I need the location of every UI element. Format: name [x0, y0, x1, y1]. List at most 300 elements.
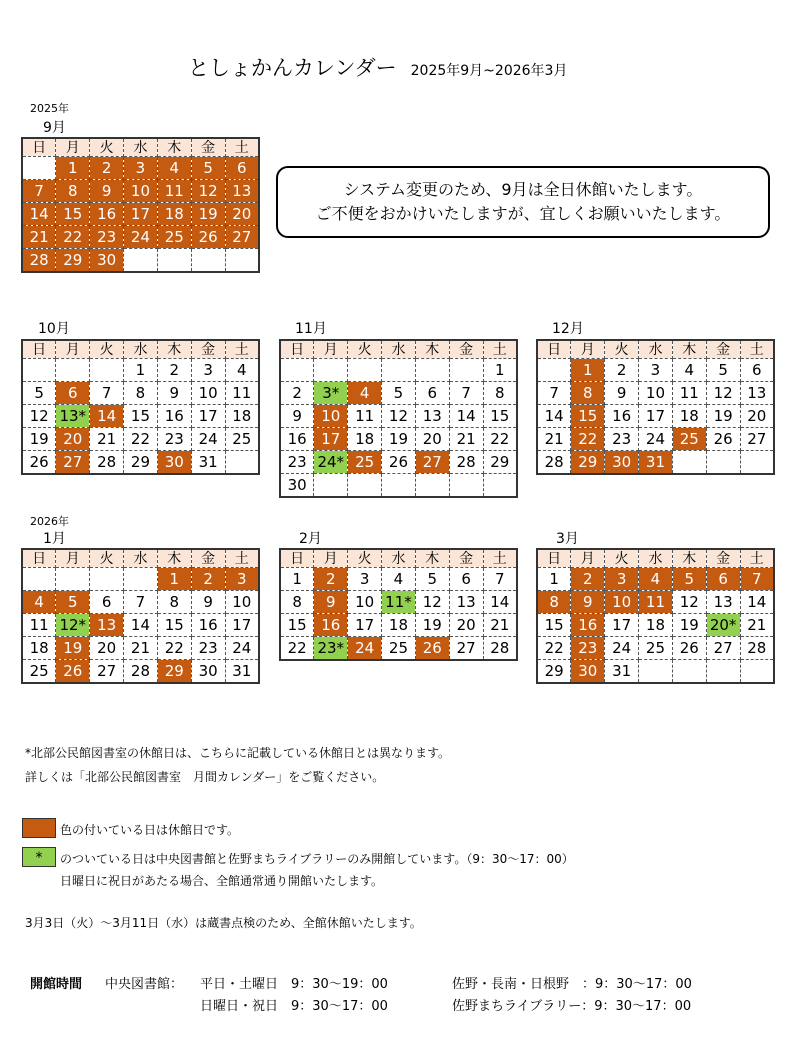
calendar-january — [21, 548, 260, 684]
week-row — [537, 405, 774, 428]
day-cell: 30 — [191, 660, 225, 684]
day-cell: 26 — [415, 637, 449, 661]
day-cell: 26 — [22, 451, 56, 475]
day-cell: 12 — [382, 405, 416, 428]
week-row — [280, 637, 517, 661]
day-cell: 16 — [280, 428, 314, 451]
day-cell: 23 — [191, 637, 225, 660]
empty-day-cell — [56, 568, 90, 591]
day-cell: 8 — [483, 382, 517, 405]
day-cell: 10 — [314, 405, 348, 428]
empty-day-cell — [382, 474, 416, 498]
empty-day-cell — [483, 474, 517, 498]
day-cell: 24* — [314, 451, 348, 474]
day-cell: 4 — [382, 568, 416, 591]
day-cell: 4 — [22, 591, 56, 614]
day-cell: 12 — [672, 591, 706, 614]
month-label-dec: 12月 — [552, 321, 584, 337]
week-row — [280, 359, 517, 382]
day-cell: 24 — [639, 428, 673, 451]
day-cell: 15 — [56, 203, 90, 226]
day-cell: 20 — [56, 428, 90, 451]
week-row — [280, 568, 517, 591]
day-cell: 29 — [537, 660, 571, 684]
day-cell: 4 — [348, 382, 382, 405]
weekday-header: 水 — [639, 549, 673, 568]
day-cell: 11* — [382, 591, 416, 614]
day-cell: 29 — [124, 451, 158, 475]
weekday-header: 水 — [382, 549, 416, 568]
weekday-header: 水 — [382, 340, 416, 359]
weekday-header: 火 — [348, 549, 382, 568]
day-cell: 31 — [605, 660, 639, 684]
day-cell: 7 — [449, 382, 483, 405]
day-cell: 26 — [672, 637, 706, 660]
empty-day-cell — [706, 660, 740, 684]
day-cell: 21 — [740, 614, 774, 637]
day-cell: 14 — [90, 405, 124, 428]
day-cell: 5 — [382, 382, 416, 405]
day-cell: 20 — [90, 637, 124, 660]
day-cell: 26 — [706, 428, 740, 451]
day-cell: 27 — [706, 637, 740, 660]
weekday-header: 火 — [90, 340, 124, 359]
week-row — [22, 568, 259, 591]
day-cell: 29 — [483, 451, 517, 474]
legend-closed-swatch — [22, 818, 56, 838]
day-cell: 10 — [639, 382, 673, 405]
weekday-header: 火 — [605, 549, 639, 568]
day-cell: 2 — [157, 359, 191, 382]
empty-day-cell — [348, 359, 382, 382]
day-cell: 30 — [157, 451, 191, 475]
day-cell: 27 — [415, 451, 449, 474]
month-label-oct: 10月 — [38, 321, 70, 337]
week-row — [280, 405, 517, 428]
month-label-sep: 9月 — [43, 120, 66, 136]
day-cell: 7 — [537, 382, 571, 405]
day-cell: 1 — [571, 359, 605, 382]
day-cell: 30 — [571, 660, 605, 684]
day-cell: 10 — [191, 382, 225, 405]
weekday-header: 水 — [124, 340, 158, 359]
day-cell: 22 — [280, 637, 314, 661]
calendar-march — [536, 548, 775, 684]
note-line-1: *北部公民館図書室の休館日は、こちらに記載している休館日とは異なります。 — [25, 746, 451, 760]
week-row — [22, 451, 259, 475]
calendar-september — [21, 137, 260, 273]
day-cell: 5 — [415, 568, 449, 591]
weekday-header: 月 — [56, 340, 90, 359]
day-cell: 7 — [90, 382, 124, 405]
weekday-header: 木 — [415, 340, 449, 359]
day-cell: 24 — [348, 637, 382, 661]
day-cell: 6 — [449, 568, 483, 591]
notice-line-1: システム変更のため、9月は全日休館いたします。 — [343, 180, 703, 199]
day-cell: 17 — [314, 428, 348, 451]
day-cell: 13* — [56, 405, 90, 428]
day-cell: 11 — [348, 405, 382, 428]
empty-day-cell — [672, 660, 706, 684]
day-cell: 2 — [90, 157, 124, 180]
weekday-header: 月 — [314, 549, 348, 568]
week-row — [22, 180, 259, 203]
weekday-header: 木 — [157, 340, 191, 359]
day-cell: 18 — [382, 614, 416, 637]
day-cell: 2 — [191, 568, 225, 591]
hours-central-holiday: 日曜日・祝日 9：30〜17：00 — [200, 999, 388, 1014]
day-cell: 25 — [157, 226, 191, 249]
weekday-header: 月 — [571, 340, 605, 359]
empty-day-cell — [22, 568, 56, 591]
weekday-header: 木 — [157, 549, 191, 568]
day-cell: 16 — [605, 405, 639, 428]
weekday-header-row — [537, 340, 774, 359]
day-cell: 5 — [672, 568, 706, 591]
day-cell: 22 — [537, 637, 571, 660]
weekday-header: 木 — [672, 340, 706, 359]
day-cell: 16 — [90, 203, 124, 226]
year-label-2026: 2026年 — [30, 515, 69, 528]
week-row — [280, 591, 517, 614]
weekday-header: 日 — [537, 549, 571, 568]
hours-branch-1: 佐野・長南・日根野 ：9：30〜17：00 — [452, 977, 692, 992]
day-cell: 9 — [605, 382, 639, 405]
week-row — [280, 474, 517, 498]
calendar-february — [279, 548, 518, 661]
day-cell: 20 — [449, 614, 483, 637]
day-cell: 24 — [124, 226, 158, 249]
day-cell: 14 — [537, 405, 571, 428]
weekday-header: 土 — [225, 138, 259, 157]
empty-day-cell — [706, 451, 740, 475]
day-cell: 8 — [280, 591, 314, 614]
legend-open-text: のついている日は中央図書館と佐野まちライブラリーのみ開館しています。（9：30〜17：00） — [60, 852, 574, 866]
closure-notice — [276, 166, 770, 238]
day-cell: 27 — [740, 428, 774, 451]
day-cell: 12 — [191, 180, 225, 203]
day-cell: 23 — [571, 637, 605, 660]
day-cell: 19 — [706, 405, 740, 428]
week-row — [537, 591, 774, 614]
day-cell: 10 — [225, 591, 259, 614]
day-cell: 27 — [90, 660, 124, 684]
day-cell: 14 — [483, 591, 517, 614]
week-row — [22, 359, 259, 382]
week-row — [22, 591, 259, 614]
day-cell: 1 — [280, 568, 314, 591]
week-row — [22, 226, 259, 249]
day-cell: 22 — [124, 428, 158, 451]
day-cell: 23 — [90, 226, 124, 249]
weekday-header-row — [537, 549, 774, 568]
day-cell: 8 — [537, 591, 571, 614]
weekday-header: 火 — [348, 340, 382, 359]
day-cell: 7 — [483, 568, 517, 591]
day-cell: 3 — [191, 359, 225, 382]
day-cell: 23 — [280, 451, 314, 474]
day-cell: 6 — [740, 359, 774, 382]
empty-day-cell — [415, 359, 449, 382]
day-cell: 20 — [740, 405, 774, 428]
day-cell: 17 — [605, 614, 639, 637]
day-cell: 8 — [124, 382, 158, 405]
week-row — [280, 428, 517, 451]
empty-day-cell — [56, 359, 90, 382]
day-cell: 7 — [740, 568, 774, 591]
week-row — [22, 203, 259, 226]
week-row — [280, 451, 517, 474]
inspection-notice: 3月3日（火）〜3月11日（水）は蔵書点検のため、全館休館いたします。 — [25, 916, 422, 930]
day-cell: 11 — [639, 591, 673, 614]
hours-label: 開館時間 — [30, 977, 83, 992]
empty-day-cell — [314, 474, 348, 498]
legend-closed-text: 色の付いている日は休館日です。 — [60, 823, 240, 837]
weekday-header-row — [22, 340, 259, 359]
day-cell: 20 — [225, 203, 259, 226]
weekday-header: 火 — [605, 340, 639, 359]
day-cell: 25 — [22, 660, 56, 684]
day-cell: 21 — [90, 428, 124, 451]
day-cell: 25 — [672, 428, 706, 451]
day-cell: 17 — [124, 203, 158, 226]
day-cell: 13 — [740, 382, 774, 405]
day-cell: 1 — [124, 359, 158, 382]
day-cell: 3 — [348, 568, 382, 591]
day-cell: 12 — [415, 591, 449, 614]
day-cell: 31 — [225, 660, 259, 684]
day-cell: 19 — [56, 637, 90, 660]
week-row — [280, 614, 517, 637]
day-cell: 25 — [348, 451, 382, 474]
weekday-header: 木 — [672, 549, 706, 568]
hours-central-label: 中央図書館： — [105, 977, 184, 992]
day-cell: 11 — [672, 382, 706, 405]
day-cell: 3 — [605, 568, 639, 591]
weekday-header: 水 — [639, 340, 673, 359]
month-label-feb: 2月 — [299, 531, 322, 547]
day-cell: 22 — [157, 637, 191, 660]
day-cell: 16 — [157, 405, 191, 428]
day-cell: 19 — [672, 614, 706, 637]
hours-central-weekday: 平日・土曜日 9：30〜19：00 — [200, 977, 388, 992]
day-cell: 2 — [280, 382, 314, 405]
weekday-header: 火 — [90, 549, 124, 568]
weekday-header: 日 — [22, 138, 56, 157]
day-cell: 27 — [56, 451, 90, 475]
day-cell: 1 — [537, 568, 571, 591]
empty-day-cell — [449, 359, 483, 382]
day-cell: 26 — [191, 226, 225, 249]
day-cell: 30 — [280, 474, 314, 498]
day-cell: 8 — [157, 591, 191, 614]
empty-day-cell — [740, 451, 774, 475]
day-cell: 14 — [449, 405, 483, 428]
day-cell: 28 — [537, 451, 571, 475]
day-cell: 2 — [571, 568, 605, 591]
day-cell: 7 — [124, 591, 158, 614]
week-row — [22, 428, 259, 451]
legend-open-text-2: 日曜日に祝日があたる場合、全館通常通り開館いたします。 — [60, 874, 384, 888]
weekday-header: 金 — [449, 340, 483, 359]
day-cell: 30 — [90, 249, 124, 273]
day-cell: 8 — [571, 382, 605, 405]
day-cell: 5 — [706, 359, 740, 382]
day-cell: 17 — [348, 614, 382, 637]
day-cell: 1 — [56, 157, 90, 180]
weekday-header: 金 — [191, 340, 225, 359]
day-cell: 6 — [225, 157, 259, 180]
day-cell: 20* — [706, 614, 740, 637]
day-cell: 25 — [382, 637, 416, 661]
empty-day-cell — [90, 568, 124, 591]
week-row — [537, 637, 774, 660]
day-cell: 3 — [124, 157, 158, 180]
weekday-header-row — [280, 549, 517, 568]
week-row — [22, 660, 259, 684]
day-cell: 23 — [605, 428, 639, 451]
empty-day-cell — [537, 359, 571, 382]
day-cell: 9 — [157, 382, 191, 405]
day-cell: 28 — [740, 637, 774, 660]
day-cell: 14 — [22, 203, 56, 226]
day-cell: 9 — [280, 405, 314, 428]
weekday-header: 日 — [280, 340, 314, 359]
day-cell: 14 — [740, 591, 774, 614]
day-cell: 11 — [225, 382, 259, 405]
day-cell: 6 — [90, 591, 124, 614]
weekday-header-row — [22, 549, 259, 568]
day-cell: 5 — [56, 591, 90, 614]
weekday-header: 金 — [449, 549, 483, 568]
week-row — [537, 428, 774, 451]
weekday-header: 土 — [225, 549, 259, 568]
day-cell: 27 — [225, 226, 259, 249]
day-cell: 17 — [191, 405, 225, 428]
day-cell: 31 — [191, 451, 225, 475]
weekday-header: 金 — [706, 340, 740, 359]
day-cell: 18 — [22, 637, 56, 660]
day-cell: 4 — [639, 568, 673, 591]
month-label-nov: 11月 — [295, 321, 327, 337]
day-cell: 22 — [483, 428, 517, 451]
calendar-november — [279, 339, 518, 498]
weekday-header: 日 — [22, 549, 56, 568]
day-cell: 2 — [314, 568, 348, 591]
empty-day-cell — [22, 157, 56, 180]
week-row — [22, 614, 259, 637]
week-row — [22, 405, 259, 428]
weekday-header: 土 — [483, 340, 517, 359]
week-row — [22, 382, 259, 405]
notice-line-2: ご不便をおかけいたしますが、宜しくお願いいたします。 — [315, 204, 731, 223]
weekday-header: 火 — [90, 138, 124, 157]
day-cell: 15 — [124, 405, 158, 428]
empty-day-cell — [191, 249, 225, 273]
day-cell: 13 — [225, 180, 259, 203]
day-cell: 20 — [415, 428, 449, 451]
day-cell: 18 — [672, 405, 706, 428]
day-cell: 10 — [605, 591, 639, 614]
title-text: としょかんカレンダー — [188, 56, 397, 80]
week-row — [537, 382, 774, 405]
day-cell: 27 — [449, 637, 483, 661]
day-cell: 28 — [124, 660, 158, 684]
day-cell: 6 — [415, 382, 449, 405]
weekday-header: 月 — [571, 549, 605, 568]
weekday-header: 日 — [280, 549, 314, 568]
week-row — [537, 359, 774, 382]
day-cell: 13 — [706, 591, 740, 614]
day-cell: 25 — [639, 637, 673, 660]
day-cell: 14 — [124, 614, 158, 637]
day-cell: 18 — [639, 614, 673, 637]
day-cell: 28 — [483, 637, 517, 661]
month-label-mar: 3月 — [556, 531, 579, 547]
page-title — [188, 52, 567, 82]
day-cell: 21 — [449, 428, 483, 451]
weekday-header: 水 — [124, 549, 158, 568]
day-cell: 24 — [605, 637, 639, 660]
day-cell: 7 — [22, 180, 56, 203]
day-cell: 23* — [314, 637, 348, 661]
day-cell: 18 — [157, 203, 191, 226]
day-cell: 19 — [415, 614, 449, 637]
day-cell: 30 — [605, 451, 639, 475]
week-row — [537, 451, 774, 475]
day-cell: 21 — [124, 637, 158, 660]
day-cell: 3 — [639, 359, 673, 382]
day-cell: 26 — [56, 660, 90, 684]
empty-day-cell — [348, 474, 382, 498]
day-cell: 29 — [157, 660, 191, 684]
day-cell: 9 — [314, 591, 348, 614]
day-cell: 6 — [56, 382, 90, 405]
day-cell: 28 — [90, 451, 124, 475]
empty-day-cell — [672, 451, 706, 475]
day-cell: 31 — [639, 451, 673, 475]
weekday-header: 土 — [740, 340, 774, 359]
day-cell: 4 — [672, 359, 706, 382]
weekday-header: 土 — [225, 340, 259, 359]
empty-day-cell — [22, 359, 56, 382]
day-cell: 29 — [571, 451, 605, 475]
weekday-header: 金 — [191, 138, 225, 157]
week-row — [537, 568, 774, 591]
note-line-2: 詳しくは「北部公民館図書室 月間カレンダー」をご覧ください。 — [25, 770, 385, 784]
empty-day-cell — [124, 568, 158, 591]
legend-open-swatch: * — [22, 847, 56, 867]
day-cell: 28 — [22, 249, 56, 273]
empty-day-cell — [280, 359, 314, 382]
day-cell: 21 — [537, 428, 571, 451]
day-cell: 24 — [225, 637, 259, 660]
day-cell: 15 — [280, 614, 314, 637]
day-cell: 3 — [225, 568, 259, 591]
calendar-october — [21, 339, 260, 475]
day-cell: 19 — [191, 203, 225, 226]
hours-branch-2: 佐野まちライブラリー：9：30〜17：00 — [452, 999, 692, 1014]
day-cell: 13 — [449, 591, 483, 614]
day-cell: 9 — [571, 591, 605, 614]
day-cell: 13 — [415, 405, 449, 428]
empty-day-cell — [225, 451, 259, 475]
week-row — [280, 382, 517, 405]
weekday-header: 月 — [56, 549, 90, 568]
calendar-december — [536, 339, 775, 475]
empty-day-cell — [157, 249, 191, 273]
weekday-header: 金 — [706, 549, 740, 568]
